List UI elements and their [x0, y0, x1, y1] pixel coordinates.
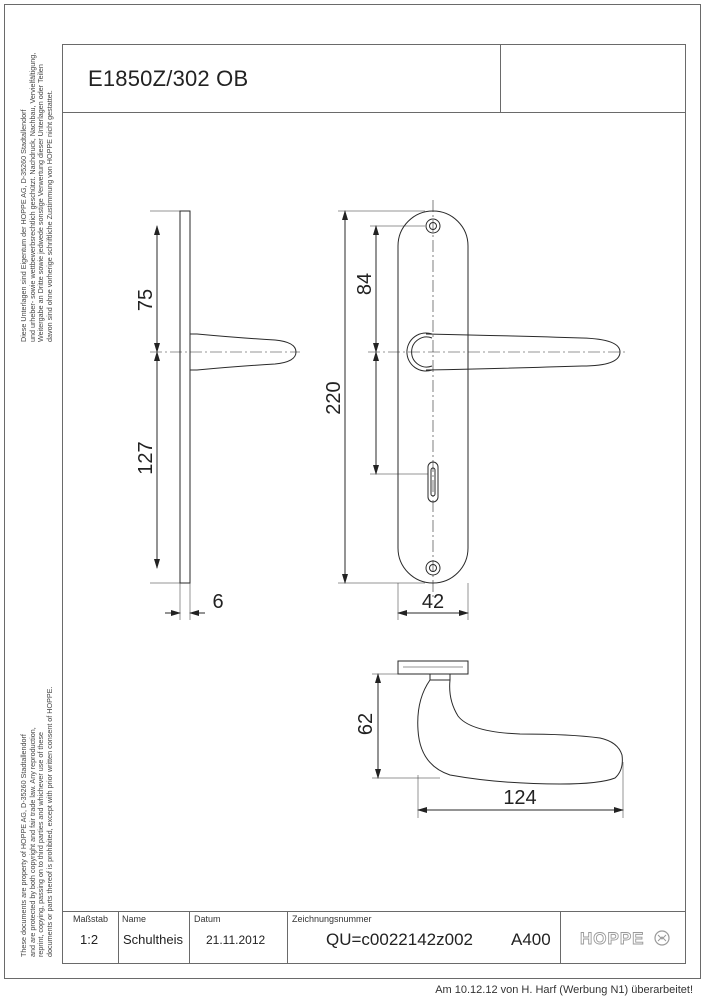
side-view [150, 211, 300, 620]
front-view [338, 200, 625, 620]
dimension-label-220: 220 [323, 381, 345, 415]
drawing-number-heading: Zeichnungsnummer [292, 914, 372, 924]
top-view [372, 661, 623, 818]
title-block-divider [287, 911, 288, 964]
dimension-label-124: 124 [503, 787, 537, 809]
title-block-divider [118, 911, 119, 964]
legal-en-line: documents or parts thereof is prohibited, except with prior written consent of HOPPE. [44, 686, 54, 957]
name-heading: Name [122, 914, 147, 924]
legal-de-line: Diese Unterlagen sind Eigentum der HOPPE AG, D-35260 Stadtallendorf [19, 109, 28, 342]
dimension-label-75: 75 [135, 288, 157, 312]
name-value: Schultheis [123, 932, 183, 947]
legal-de-line: Weitergabe an Dritte sowie jedwede sonstige Verwertung dieser Unterlagen oder Teilen [36, 64, 46, 342]
date-heading: Datum [194, 914, 221, 924]
hoppe-logo-text: HOPPE [580, 929, 645, 948]
title-block-divider [560, 911, 561, 964]
scale-heading: Maßstab [73, 914, 109, 924]
scale-value: 1:2 [80, 932, 99, 947]
revision-note: Am 10.12.12 von H. Harf (Werbung N1) überarbeitet! [435, 984, 693, 996]
dimension-label-6: 6 [212, 591, 224, 613]
date-value: 21.11.2012 [206, 933, 266, 947]
drawing-title: E1850Z/302 OB [88, 66, 249, 91]
title-block-divider [189, 911, 190, 964]
dimension-label-127: 127 [135, 441, 157, 475]
hoppe-logo [578, 926, 672, 950]
legal-en-line: and are protected by both copyright and fair trade law. Any reproduction, [27, 727, 37, 957]
dimension-label-84: 84 [354, 272, 376, 296]
legal-de-line: davon sind ohne vorherige schriftliche Zustimmung von HOPPE nicht gestattet. [44, 90, 54, 342]
hoppe-logo-icon [578, 926, 672, 950]
top-view-rose [430, 674, 450, 680]
legal-de-line: und urheber- sowie wettbewerbsrechtlich geschützt. Nachdruck, Nachbau, Vervielfältigung, [27, 52, 37, 342]
dimension-label-62: 62 [355, 712, 377, 736]
top-view-backplate [398, 661, 468, 674]
drawing-number-value: QU=c0022142z002 [326, 930, 473, 949]
legal-en-line: These documents are property of HOPPE AG, D-35260 Stadtallendorf [19, 734, 28, 957]
legal-en-line: reprint, copying, passing on to third parties and whichever use of these [36, 732, 46, 957]
side-view-backplate [180, 211, 190, 583]
dimension-label-42: 42 [421, 591, 445, 613]
top-view-handle [418, 680, 623, 784]
paper-format-value: A400 [511, 930, 551, 949]
